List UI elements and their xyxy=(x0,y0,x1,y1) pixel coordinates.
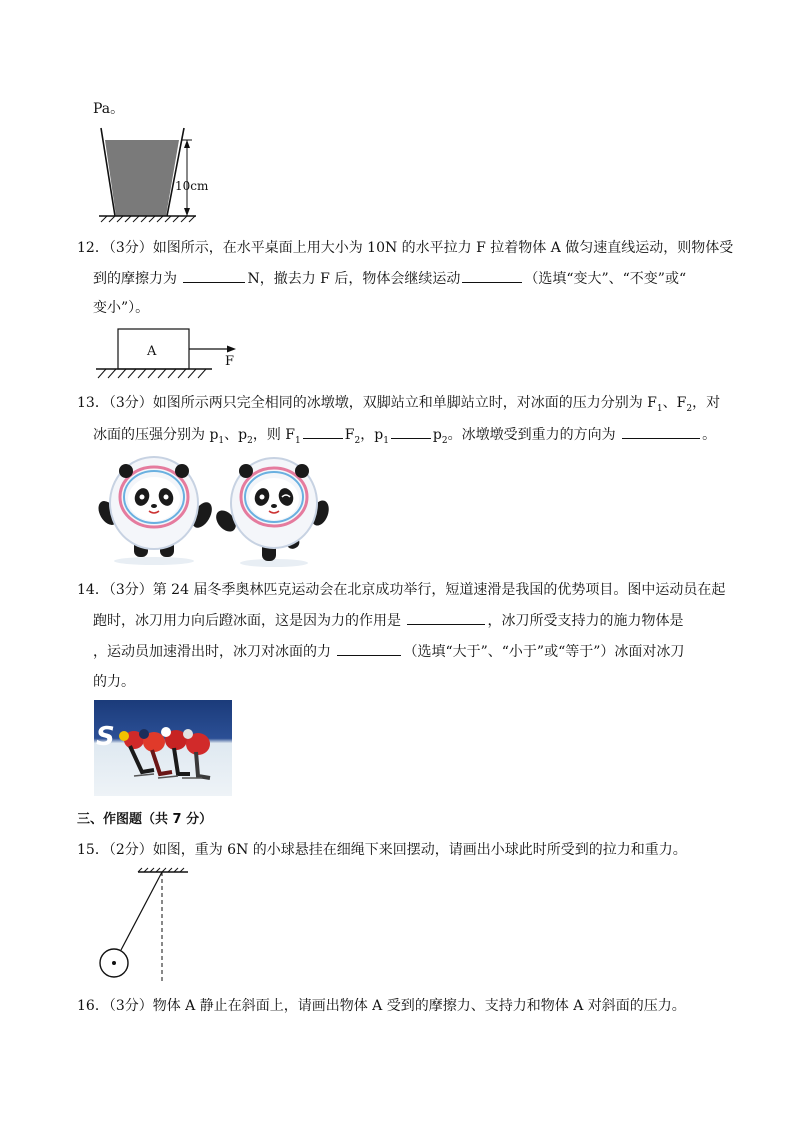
q14-line2 xyxy=(93,610,683,631)
q14-text-d: （选填“大于”、“小于”或“等于”）冰面对冰刀 xyxy=(403,644,685,660)
q13-line1 xyxy=(77,393,720,419)
q13-sub-p2: 2 xyxy=(247,435,253,446)
q13-blank-direction[interactable] xyxy=(622,424,700,439)
q16-text: 16．（3分）物体 A 静止在斜面上，请画出物体 A 受到的摩擦力、支持力和物体 A 对斜面的压力。 xyxy=(77,998,686,1014)
q13-text-b: 、F xyxy=(662,395,687,411)
q15-text: 15．（2分）如图，重为 6N 的小球悬挂在细绳下来回摆动，请画出小球此时所受到的拉力和重力。 xyxy=(77,842,687,858)
q13-sub-p1: 1 xyxy=(218,435,225,446)
q13-text-h: ，p xyxy=(360,427,384,443)
q13-text-i: p xyxy=(432,427,442,443)
q13-blank-pressure[interactable] xyxy=(391,424,431,439)
q13-text-d: 冰面的压强分别为 p xyxy=(93,427,219,443)
q14-line1: 14．（3分）第 24 届冬季奥林匹克运动会在北京成功举行，短道速滑是我国的优势项目。图中运动员在起 xyxy=(77,582,726,598)
q14-line3 xyxy=(93,641,684,662)
q12-blank-motion[interactable] xyxy=(462,268,522,283)
q13-sub-2: 2 xyxy=(686,403,693,414)
banner-letter: S xyxy=(96,722,115,752)
q12-text-b: N，撤去力 F 后，物体会继续运动 xyxy=(247,271,461,287)
q13-text-e: 、p xyxy=(224,427,248,443)
q12-text-c: （选填“变大”、“不变”或“ xyxy=(524,271,687,287)
q13-text-g: F xyxy=(344,427,355,443)
force-label-f: F xyxy=(225,354,235,369)
q13-sub-1: 1 xyxy=(656,403,663,414)
q12-line1: 12．（3分）如图所示，在水平桌面上用大小为 10N 的水平拉力 F 拉着物体 A 做匀速直线运动，则物体受 xyxy=(77,240,734,256)
q12-line3: 变小”）。 xyxy=(93,300,150,316)
q14-text-b: ，冰刀所受支持力的施力物体是 xyxy=(487,613,684,629)
skaters-graphic xyxy=(94,700,232,796)
section-3-title: 三、作图题（共 7 分） xyxy=(77,812,213,827)
q13-sub-pp1: 1 xyxy=(383,435,389,446)
pa-unit: Pa。 xyxy=(93,101,125,117)
block-figure xyxy=(94,327,244,379)
q13-text-c: ，对 xyxy=(692,395,721,411)
q13-blank-force[interactable] xyxy=(303,424,343,439)
pendulum-figure xyxy=(94,868,194,984)
q14-blank-interaction[interactable] xyxy=(407,610,485,625)
q13-text-k: 。 xyxy=(702,427,717,443)
q13-sub-f1: 1 xyxy=(295,435,301,446)
q14-line4: 的力。 xyxy=(93,674,135,690)
block-label-a: A xyxy=(147,344,157,359)
q13-text-a: 13．（3分）如图所示两只完全相同的冰墩墩，双脚站立和单脚站立时，对冰面的压力分别为 F xyxy=(77,395,657,411)
mascot-image-one-leg xyxy=(216,455,332,567)
q14-text-a: 跑时，冰刀用力向后蹬冰面，这是因为力的作用是 xyxy=(93,613,406,629)
q13-text-f: ，则 F xyxy=(252,427,296,443)
q13-line2 xyxy=(93,424,716,451)
q13-sub-f2: 2 xyxy=(354,435,361,446)
q13-sub-pp2: 2 xyxy=(441,435,448,446)
q12-line2 xyxy=(93,268,686,289)
speed-skating-photo xyxy=(94,700,232,796)
mascot-image-standing xyxy=(96,453,216,565)
q12-blank-friction[interactable] xyxy=(183,268,245,283)
q14-text-c: ，运动员加速滑出时，冰刀对冰面的力 xyxy=(93,644,336,660)
q12-text-a: 到的摩擦力为 xyxy=(93,271,182,287)
q13-text-j: 。冰墩墩受到重力的方向为 xyxy=(447,427,621,443)
bucket-height-label: 10cm xyxy=(175,179,209,193)
q14-blank-compare[interactable] xyxy=(337,641,401,656)
